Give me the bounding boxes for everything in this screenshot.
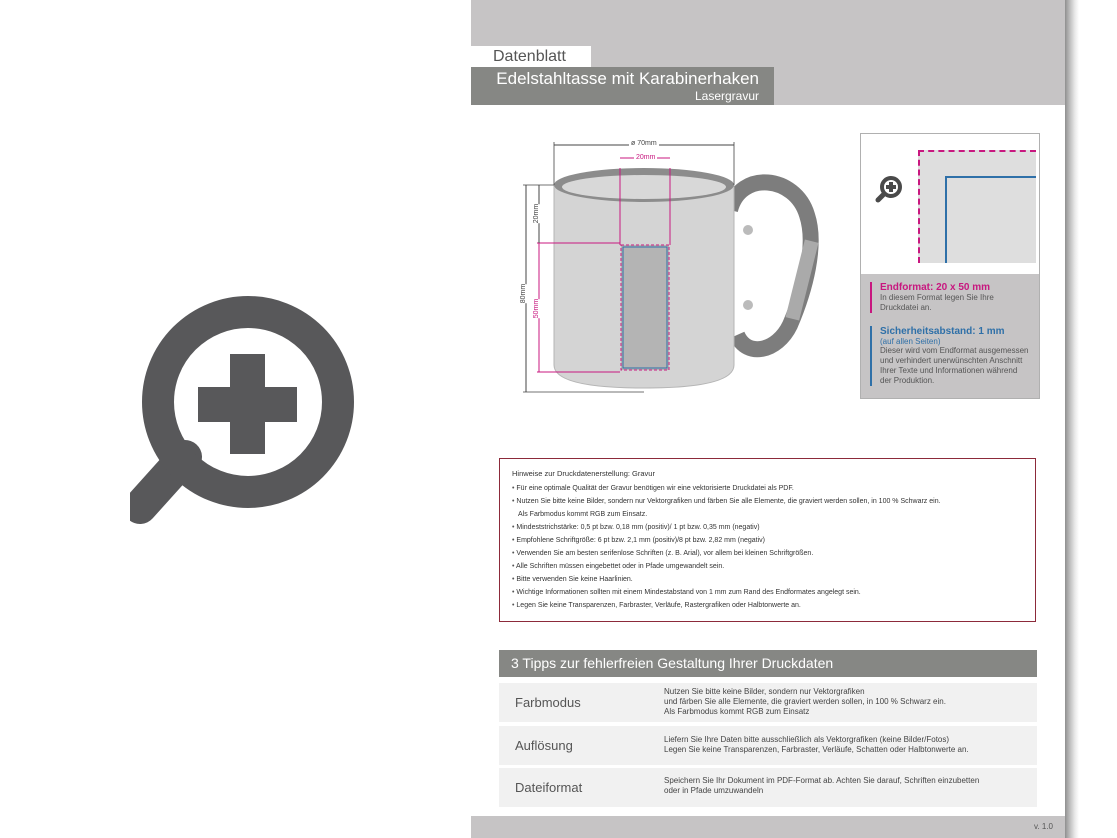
hint-item: Als Farbmodus kommt RGB zum Einsatz. [518,511,648,518]
dim-diameter: ø 70mm [631,140,657,147]
hints-box [499,458,1036,622]
dim-print-height: 50mm [533,298,541,319]
dim-top-offset: 20mm [533,203,541,224]
hint-item: • Wichtige Informationen sollten mit einem Mindestabstand von 1 mm zum Rand des Endformates angelegt sein. [512,589,861,596]
page-shadow [1065,0,1079,838]
hint-item: • Mindeststrichstärke: 0,5 pt bzw. 0,18 mm (positiv)/ 1 pt bzw. 0,35 mm (negativ) [512,524,760,531]
page-title: Edelstahltasse mit Karabinerhaken [496,69,759,88]
footer-band [471,816,1065,838]
page-subtitle: Lasergravur [694,89,759,103]
hint-item: • Legen Sie keine Transparenzen, Farbraster, Verläufe, Rastergrafiken oder Halbtonwerte an. [512,602,801,609]
legend-endformat: Endformat: 20 x 50 mm In diesem Format legen Sie Ihre Druckdatei an. [870,282,1040,313]
hint-item: • Verwenden Sie am besten serifenlose Schriften (z. B. Arial), vor allem bei kleinen Schriftgrößen. [512,550,814,557]
zoom-in-icon [130,292,370,552]
tip-row-aufloesung: Auflösung Liefern Sie Ihre Daten bitte ausschließlich als Vektorgrafiken (keine Bilder/Fotos) Legen Sie keine Transparenzen, Farbraster, Verläufe, Schatten oder Halbtonwerte an. [499,726,1037,765]
hint-item: • Empfohlene Schriftgröße: 6 pt bzw. 2,1 mm (positiv)/8 pt bzw. 2,82 mm (negativ) [512,537,766,544]
dim-print-width: 20mm [636,154,656,161]
dim-total-height: 80mm [520,283,528,304]
hint-item: • Bitte verwenden Sie keine Haarlinien. [512,576,633,583]
title-box [471,67,774,105]
legend-safety-margin: Sicherheitsabstand: 1 mm (auf allen Seiten) Dieser wird vom Endformat ausgemessen und verhindert unerwünschten Anschnitt Ihrer Texte und Informationen während der Produktion. [870,326,1040,386]
zoom-in-button[interactable] [130,292,370,552]
hints-title: Hinweise zur Druckdatenerstellung: Gravur [512,469,655,478]
hint-item: • Nutzen Sie bitte keine Bilder, sondern nur Vektorgrafiken und färben Sie alle Elemente, die graviert werden sollen, in 100 % Schwarz ein. [512,498,941,505]
mug-diagram [515,130,835,410]
hint-item: • Für eine optimale Qualität der Gravur benötigen wir eine vektorisierte Druckdatei als PDF. [512,485,794,492]
tip-row-farbmodus: Farbmodus Nutzen Sie bitte keine Bilder, sondern nur Vektorgrafiken und färben Sie alle Elemente, die graviert werden sollen, in 100 % Schwarz ein. Als Farbmodus kommt RGB zum Einsatz [499,683,1037,722]
tip-row-dateiformat: Dateiformat Speichern Sie Ihr Dokument im PDF-Format ab. Achten Sie darauf, Schriften einzubetten oder in Pfade umzuwandeln [499,768,1037,807]
format-legend [860,133,1040,399]
datasheet-page[interactable] [471,0,1065,838]
version-label: v. 1.0 [1034,822,1053,831]
zoom-in-icon [875,174,905,204]
doc-label: Datenblatt [471,46,591,68]
tips-header: 3 Tipps zur fehlerfreien Gestaltung Ihrer Druckdaten [499,650,1037,677]
hint-item: • Alle Schriften müssen eingebettet oder in Pfade umgewandelt sein. [512,563,725,570]
